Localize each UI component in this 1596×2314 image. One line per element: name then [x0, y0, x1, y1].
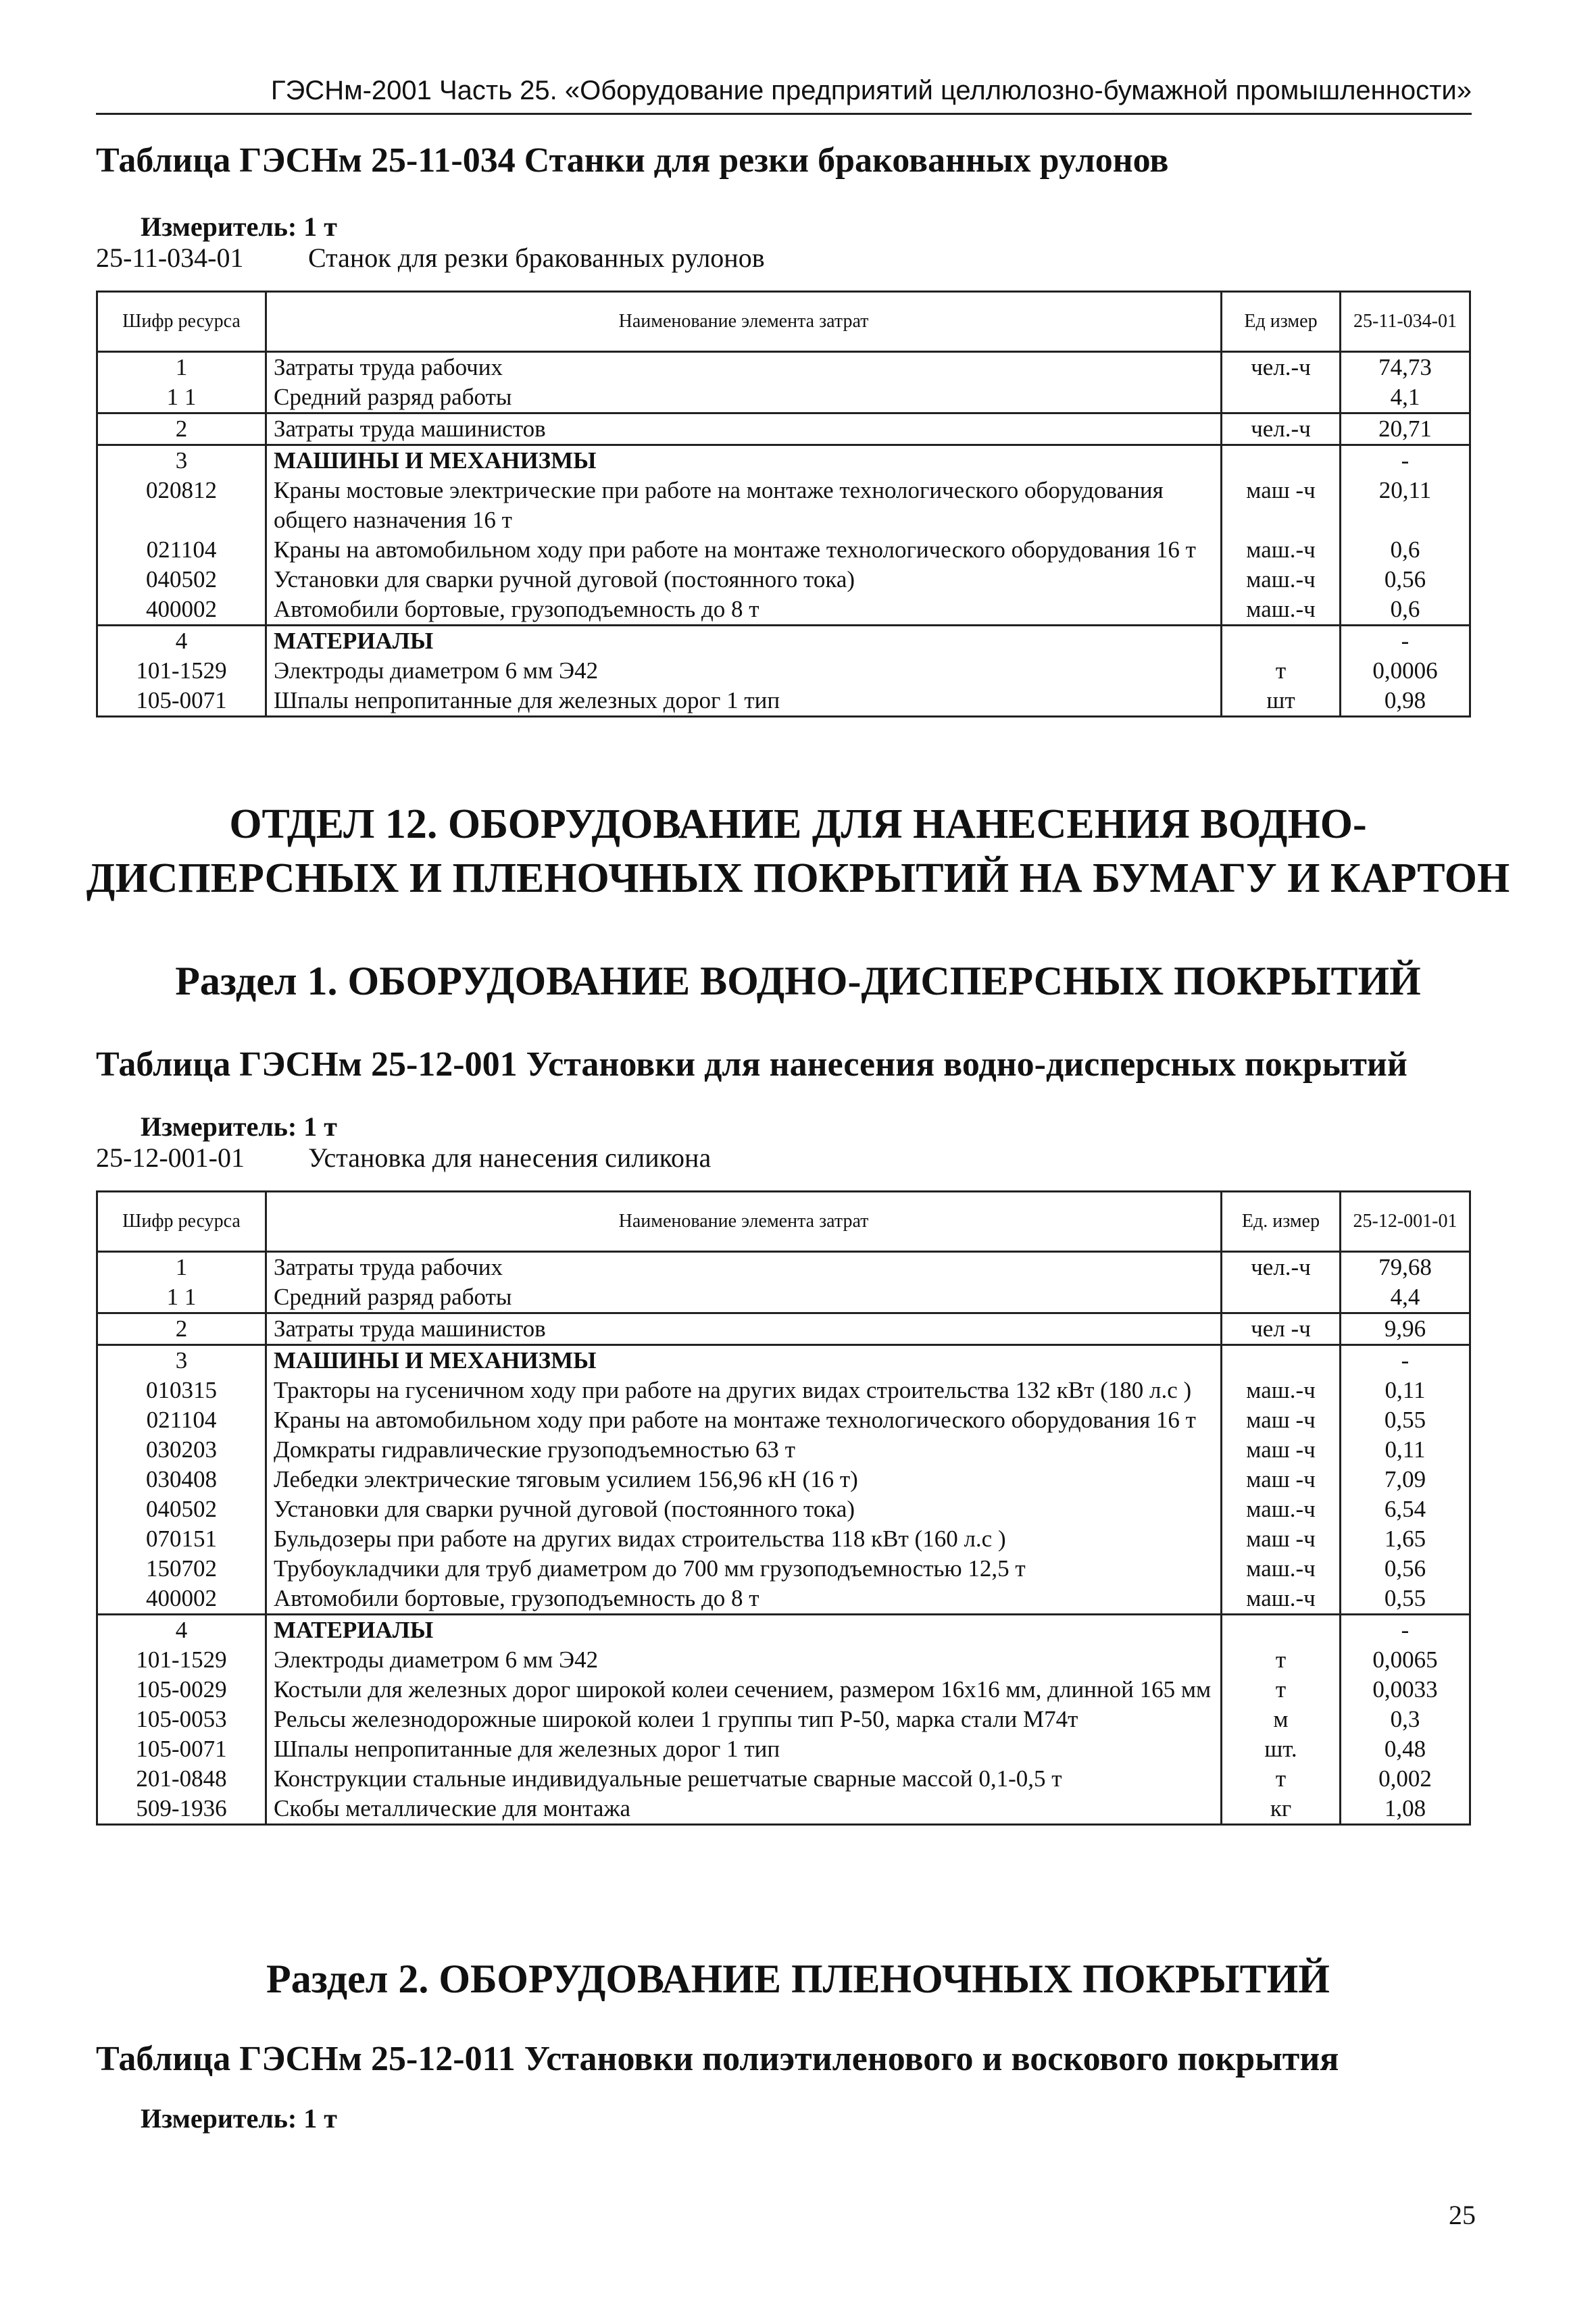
resource-value: 0,48 — [1341, 1734, 1470, 1764]
table-row — [97, 1282, 1470, 1313]
resource-code: 509-1936 — [97, 1794, 266, 1825]
resource-code: 101-1529 — [97, 656, 266, 686]
resource-name: Электроды диаметром 6 мм Э42 — [266, 656, 1222, 686]
section-title-line2: ДИСПЕРСНЫХ И ПЛЕНОЧНЫХ ПОКРЫТИЙ НА БУМАГУ И КАРТОН — [86, 855, 1510, 901]
resource-unit — [1222, 1615, 1341, 1646]
resource-unit: маш.-ч — [1222, 595, 1341, 626]
table-row — [97, 1435, 1470, 1465]
resource-unit: маш -ч — [1222, 1465, 1341, 1494]
table3-title: Таблица ГЭСНм 25-12-011 Установки полиэтиленового и воскового покрытия — [96, 2040, 1339, 2078]
resource-unit — [1222, 1282, 1341, 1313]
col-value-header: 25-12-001-01 — [1341, 1192, 1470, 1252]
resource-value: 0,11 — [1341, 1376, 1470, 1405]
table-row — [97, 476, 1470, 535]
resource-code: 101-1529 — [97, 1645, 266, 1675]
table-row — [97, 1252, 1470, 1283]
table-row — [97, 1524, 1470, 1554]
section-title — [0, 797, 1596, 905]
resource-value: 0,6 — [1341, 535, 1470, 565]
table-row — [97, 1794, 1470, 1825]
resource-code: 010315 — [97, 1376, 266, 1405]
resource-value: 0,0033 — [1341, 1675, 1470, 1705]
table-row — [97, 1734, 1470, 1764]
resource-value: - — [1341, 626, 1470, 657]
resource-value: 0,55 — [1341, 1584, 1470, 1615]
resource-name: Затраты труда машинистов — [266, 1313, 1222, 1345]
resource-name: Конструкции стальные индивидуальные решетчатые сварные массой 0,1-0,5 т — [266, 1764, 1222, 1794]
resource-name: МАШИНЫ И МЕХАНИЗМЫ — [266, 1345, 1222, 1376]
table-row — [97, 382, 1470, 413]
table1-name: Станок для резки бракованных рулонов — [308, 243, 765, 273]
razdel1-title: Раздел 1. ОБОРУДОВАНИЕ ВОДНО-ДИСПЕРСНЫХ ПОКРЫТИЙ — [175, 959, 1421, 1003]
table-row — [97, 1675, 1470, 1705]
resource-code: 030408 — [97, 1465, 266, 1494]
resource-name: Шпалы непропитанные для железных дорог 1 тип — [266, 1734, 1222, 1764]
resource-table-1 — [96, 291, 1471, 718]
resource-unit: м — [1222, 1705, 1341, 1734]
resource-code: 2 — [97, 1313, 266, 1345]
table-row — [97, 1405, 1470, 1435]
col-name-header: Наименование элемента затрат — [266, 1192, 1222, 1252]
resource-value: 0,56 — [1341, 565, 1470, 595]
resource-name: Краны на автомобильном ходу при работе на монтаже технологического оборудования 16 т — [266, 1405, 1222, 1435]
resource-code: 1 — [97, 352, 266, 383]
resource-value: 0,98 — [1341, 686, 1470, 717]
table-row — [97, 1705, 1470, 1734]
resource-name: Средний разряд работы — [266, 382, 1222, 413]
resource-value: 79,68 — [1341, 1252, 1470, 1283]
col-value-header: 25-11-034-01 — [1341, 292, 1470, 352]
resource-value: - — [1341, 1345, 1470, 1376]
resource-unit: чел -ч — [1222, 1313, 1341, 1345]
table2-name: Установка для нанесения силикона — [308, 1142, 712, 1173]
resource-value: 1,08 — [1341, 1794, 1470, 1825]
resource-name: Лебедки электрические тяговым усилием 156,96 кН (16 т) — [266, 1465, 1222, 1494]
resource-name: Автомобили бортовые, грузоподъемность до 8 т — [266, 595, 1222, 626]
resource-unit — [1222, 1345, 1341, 1376]
table1-body — [97, 352, 1470, 717]
table-row — [97, 352, 1470, 383]
table-row — [97, 1345, 1470, 1376]
resource-name: МАТЕРИАЛЫ — [266, 626, 1222, 657]
table2-subcode — [96, 1142, 712, 1174]
table-row — [97, 1645, 1470, 1675]
resource-unit: маш.-ч — [1222, 535, 1341, 565]
resource-name: Рельсы железнодорожные широкой колеи 1 группы тип Р-50, марка стали М74т — [266, 1705, 1222, 1734]
table-row — [97, 1584, 1470, 1615]
resource-unit — [1222, 382, 1341, 413]
resource-name: Бульдозеры при работе на других видах строительства 118 кВт (160 л.с ) — [266, 1524, 1222, 1554]
resource-unit — [1222, 445, 1341, 476]
table-row — [97, 1313, 1470, 1345]
table-row — [97, 1376, 1470, 1405]
resource-value: 1,65 — [1341, 1524, 1470, 1554]
table2-body — [97, 1252, 1470, 1825]
resource-unit: чел.-ч — [1222, 352, 1341, 383]
resource-name: Установки для сварки ручной дуговой (постоянного тока) — [266, 565, 1222, 595]
table-row — [97, 595, 1470, 626]
resource-code: 1 1 — [97, 1282, 266, 1313]
resource-code: 400002 — [97, 1584, 266, 1615]
section-title-line1: ОТДЕЛ 12. ОБОРУДОВАНИЕ ДЛЯ НАНЕСЕНИЯ ВОДНО- — [229, 801, 1367, 847]
table-row — [97, 445, 1470, 476]
resource-value: 6,54 — [1341, 1494, 1470, 1524]
resource-name: Костыли для железных дорог широкой колеи сечением, размером 16х16 мм, длинной 165 мм — [266, 1675, 1222, 1705]
resource-code: 105-0071 — [97, 686, 266, 717]
table-row — [97, 1494, 1470, 1524]
table3-meter: Измеритель: 1 т — [141, 2103, 337, 2134]
resource-name: Шпалы непропитанные для железных дорог 1 тип — [266, 686, 1222, 717]
resource-code: 3 — [97, 445, 266, 476]
resource-unit: маш -ч — [1222, 1435, 1341, 1465]
resource-name: Затраты труда рабочих — [266, 352, 1222, 383]
resource-unit: маш -ч — [1222, 1405, 1341, 1435]
resource-code: 105-0029 — [97, 1675, 266, 1705]
resource-unit: т — [1222, 1675, 1341, 1705]
col-unit-header: Ед измер — [1222, 292, 1341, 352]
resource-code: 4 — [97, 1615, 266, 1646]
table1-subcode — [96, 242, 765, 274]
resource-unit: шт. — [1222, 1734, 1341, 1764]
resource-value: 7,09 — [1341, 1465, 1470, 1494]
resource-code: 150702 — [97, 1554, 266, 1584]
resource-unit: маш -ч — [1222, 476, 1341, 535]
resource-value: 0,002 — [1341, 1764, 1470, 1794]
table1-title: Таблица ГЭСНм 25-11-034 Станки для резки бракованных рулонов — [96, 141, 1169, 180]
resource-code: 1 — [97, 1252, 266, 1283]
running-header: ГЭСНм-2001 Часть 25. «Оборудование предприятий целлюлозно-бумажной промышленности» — [96, 76, 1472, 115]
resource-value: 0,56 — [1341, 1554, 1470, 1584]
resource-unit: маш.-ч — [1222, 1376, 1341, 1405]
col-unit-header: Ед. измер — [1222, 1192, 1341, 1252]
resource-value: 0,6 — [1341, 595, 1470, 626]
page-number: 25 — [1449, 2200, 1476, 2230]
resource-code: 021104 — [97, 1405, 266, 1435]
table-row — [97, 1615, 1470, 1646]
resource-code: 105-0071 — [97, 1734, 266, 1764]
resource-code: 030203 — [97, 1435, 266, 1465]
resource-code: 040502 — [97, 1494, 266, 1524]
resource-value: 4,4 — [1341, 1282, 1470, 1313]
table1-meter: Измеритель: 1 т — [141, 211, 337, 242]
resource-unit: маш.-ч — [1222, 1494, 1341, 1524]
resource-code: 1 1 — [97, 382, 266, 413]
table-row — [97, 1554, 1470, 1584]
resource-value: - — [1341, 1615, 1470, 1646]
resource-value: 0,0006 — [1341, 656, 1470, 686]
col-code-header: Шифр ресурса — [97, 1192, 266, 1252]
resource-unit — [1222, 626, 1341, 657]
resource-unit: чел.-ч — [1222, 1252, 1341, 1283]
resource-unit: т — [1222, 656, 1341, 686]
resource-value: 0,0065 — [1341, 1645, 1470, 1675]
resource-name: Трубоукладчики для труб диаметром до 700 мм грузоподъемностью 12,5 т — [266, 1554, 1222, 1584]
resource-value: 74,73 — [1341, 352, 1470, 383]
table-row — [97, 413, 1470, 445]
resource-value: 0,55 — [1341, 1405, 1470, 1435]
resource-value: 9,96 — [1341, 1313, 1470, 1345]
table-row — [97, 535, 1470, 565]
resource-value: 0,3 — [1341, 1705, 1470, 1734]
resource-unit: маш.-ч — [1222, 1554, 1341, 1584]
resource-name: Автомобили бортовые, грузоподъемность до 8 т — [266, 1584, 1222, 1615]
resource-name: МАШИНЫ И МЕХАНИЗМЫ — [266, 445, 1222, 476]
resource-unit: маш.-ч — [1222, 565, 1341, 595]
resource-value: - — [1341, 445, 1470, 476]
resource-code: 400002 — [97, 595, 266, 626]
table1-code: 25-11-034-01 — [96, 243, 244, 273]
table2-title: Таблица ГЭСНм 25-12-001 Установки для нанесения водно-дисперсных покрытий — [96, 1045, 1407, 1084]
resource-unit: маш -ч — [1222, 1524, 1341, 1554]
resource-code: 040502 — [97, 565, 266, 595]
resource-name: Краны мостовые электрические при работе на монтаже технологического оборудования общего назначения 16 т — [266, 476, 1222, 535]
resource-value: 0,11 — [1341, 1435, 1470, 1465]
resource-name: Скобы металлические для монтажа — [266, 1794, 1222, 1825]
resource-code: 3 — [97, 1345, 266, 1376]
table-row — [97, 1465, 1470, 1494]
resource-name: Тракторы на гусеничном ходу при работе на других видах строительства 132 кВт (180 л.с ) — [266, 1376, 1222, 1405]
resource-name: Краны на автомобильном ходу при работе на монтаже технологического оборудования 16 т — [266, 535, 1222, 565]
table-row — [97, 626, 1470, 657]
resource-unit: т — [1222, 1645, 1341, 1675]
resource-table-2 — [96, 1190, 1471, 1826]
resource-unit: шт — [1222, 686, 1341, 717]
col-code-header: Шифр ресурса — [97, 292, 266, 352]
table-row — [97, 656, 1470, 686]
resource-code: 020812 — [97, 476, 266, 535]
resource-unit: чел.-ч — [1222, 413, 1341, 445]
resource-code: 070151 — [97, 1524, 266, 1554]
resource-name: Затраты труда рабочих — [266, 1252, 1222, 1283]
table-row — [97, 1764, 1470, 1794]
table-row — [97, 686, 1470, 717]
resource-unit: т — [1222, 1764, 1341, 1794]
resource-value: 4,1 — [1341, 382, 1470, 413]
table2-meter: Измеритель: 1 т — [141, 1111, 337, 1142]
resource-name: Затраты труда машинистов — [266, 413, 1222, 445]
col-name-header: Наименование элемента затрат — [266, 292, 1222, 352]
razdel2-title: Раздел 2. ОБОРУДОВАНИЕ ПЛЕНОЧНЫХ ПОКРЫТИЙ — [266, 1957, 1330, 2001]
resource-name: Электроды диаметром 6 мм Э42 — [266, 1645, 1222, 1675]
resource-code: 2 — [97, 413, 266, 445]
resource-unit: кг — [1222, 1794, 1341, 1825]
resource-name: МАТЕРИАЛЫ — [266, 1615, 1222, 1646]
resource-name: Установки для сварки ручной дуговой (постоянного тока) — [266, 1494, 1222, 1524]
table2-code: 25-12-001-01 — [96, 1142, 245, 1173]
resource-name: Средний разряд работы — [266, 1282, 1222, 1313]
resource-code: 021104 — [97, 535, 266, 565]
resource-value: 20,71 — [1341, 413, 1470, 445]
resource-name: Домкраты гидравлические грузоподъемностью 63 т — [266, 1435, 1222, 1465]
table-row — [97, 565, 1470, 595]
resource-code: 105-0053 — [97, 1705, 266, 1734]
resource-unit: маш.-ч — [1222, 1584, 1341, 1615]
resource-value: 20,11 — [1341, 476, 1470, 535]
resource-code: 4 — [97, 626, 266, 657]
resource-code: 201-0848 — [97, 1764, 266, 1794]
